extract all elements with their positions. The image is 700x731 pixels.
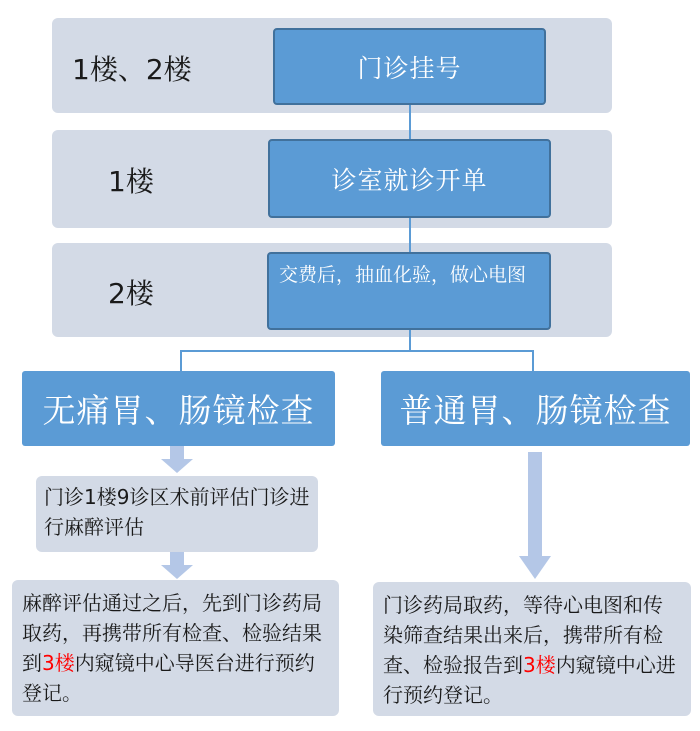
floor-label-1: 1楼、2楼 xyxy=(72,53,192,86)
assessment-note xyxy=(36,476,318,552)
right-final-note xyxy=(373,582,691,716)
step-payment-tests: 交费后，抽血化验，做心电图 xyxy=(267,252,551,330)
arrow-down-left-1 xyxy=(160,446,194,474)
connector-right-drop xyxy=(532,350,534,372)
arrow-down-left-2 xyxy=(160,552,194,580)
arrow-down-right xyxy=(518,452,552,580)
right-final-floor: 3楼 xyxy=(523,653,556,677)
left-final-floor: 3楼 xyxy=(42,651,75,675)
left-final-note xyxy=(12,580,339,716)
right-final-text-before: 门诊药局取药，等待心电图和传染筛查结果出来后，携带所有检查、检验报告到 xyxy=(383,593,663,677)
left-final-text-before: 麻醉评估通过之后，先到门诊药局取药，再携带所有检查、检验结果到 xyxy=(22,591,322,675)
connector-3-split xyxy=(409,330,411,352)
connector-horizontal xyxy=(180,350,533,352)
left-final-text-after: 内窥镜中心导医台进行预约登记。 xyxy=(22,651,315,705)
connector-2-3 xyxy=(409,218,411,252)
step-consultation: 诊室就诊开单 xyxy=(268,139,551,218)
connector-left-drop xyxy=(180,350,182,372)
branch-regular-title: 普通胃、肠镜检查 xyxy=(381,371,690,446)
branch-painless-title: 无痛胃、肠镜检查 xyxy=(22,371,335,446)
floor-label-3: 2楼 xyxy=(108,277,154,310)
right-final-text-after: 内窥镜中心进行预约登记。 xyxy=(383,653,676,707)
assessment-text: 门诊1楼9诊区术前评估门诊进行麻醉评估 xyxy=(44,485,310,539)
floor-label-2: 1楼 xyxy=(108,165,154,198)
connector-1-2 xyxy=(409,105,411,139)
step-registration: 门诊挂号 xyxy=(273,28,546,105)
